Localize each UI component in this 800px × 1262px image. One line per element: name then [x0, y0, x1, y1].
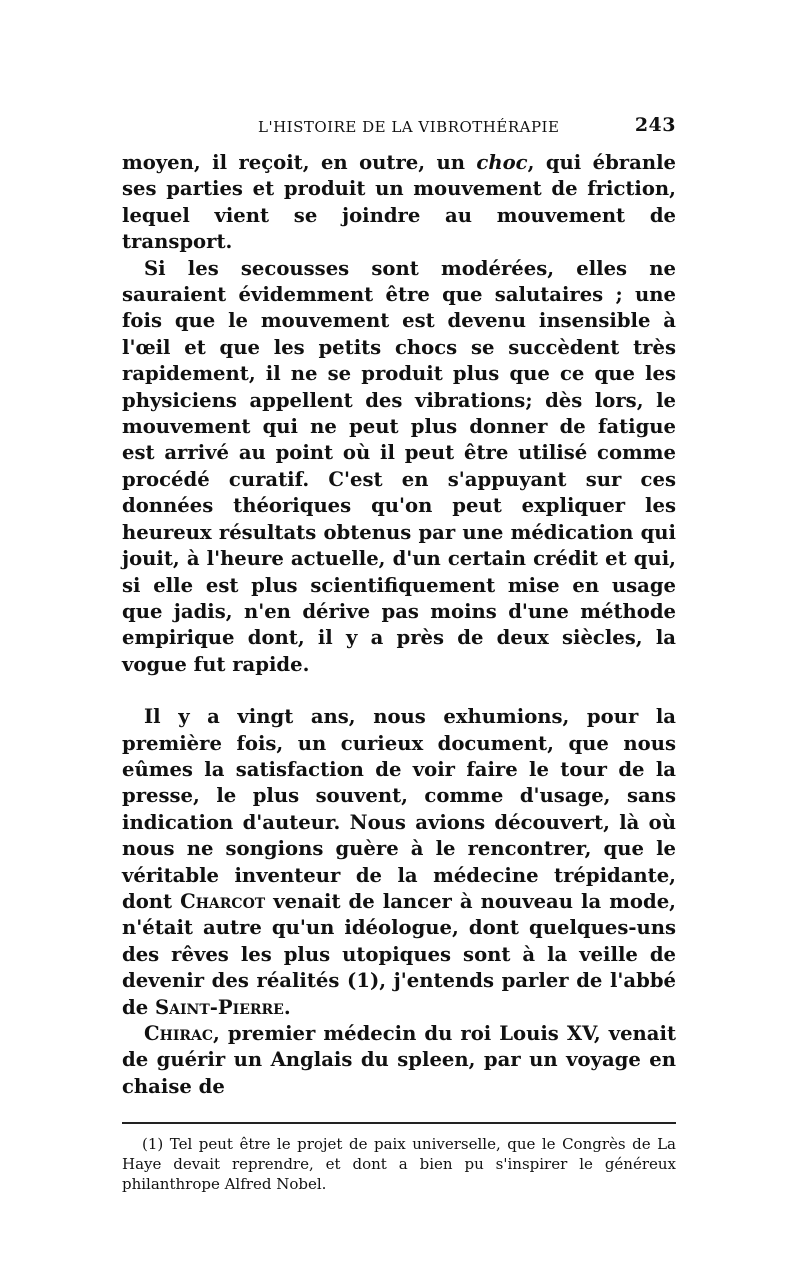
name-chirac: Chirac	[144, 1022, 214, 1045]
running-head	[122, 112, 676, 142]
paragraph-1	[122, 150, 676, 256]
paragraph-1-text-b: , qui ébranle ses parties et produit un mouvement de friction, lequel vient se joindre au mouvement de transport.	[122, 151, 676, 254]
paragraph-4-text: , premier médecin du roi Louis XV, venait de guérir un Anglais du spleen, par un voyage en chaise de	[122, 1022, 676, 1098]
paragraph-1-italic-choc: choc	[476, 151, 528, 174]
footnote-rule	[122, 1122, 676, 1124]
paragraph-4	[122, 1021, 676, 1100]
name-charcot: Charcot	[180, 889, 266, 913]
page-number: 243	[634, 114, 676, 136]
paragraph-3-text-c: .	[283, 995, 291, 1019]
body-text	[122, 150, 676, 1100]
running-title: L'HISTOIRE DE LA VIBROTHÉRAPIE	[258, 118, 560, 136]
footnote: (1) Tel peut être le projet de paix universelle, que le Congrès de La Haye devait reprendre, et dont a bien pu s'inspirer le généreux philanthrope Alfred Nobel.	[122, 1135, 676, 1194]
book-page	[122, 112, 676, 1194]
paragraph-3-text-a: Il y a vingt ans, nous exhumions, pour la première fois, un curieux document, que nous eûmes la satisfaction de voir faire le tour de la presse, le plus souvent, comme d'usage, sans indication d'auteur. Nous avions découvert, là où nous ne songions guère à le rencontrer, que le véritable inventeur de la médecine trépidante, dont	[122, 705, 676, 913]
paragraph-1-text-a: moyen, il reçoit, en outre, un	[122, 151, 477, 174]
paragraph-2: Si les secousses sont modérées, elles ne sauraient évidemment être que salutaires ; une fois que le mouvement est devenu insensible à l'œil et que les petits chocs se succèdent très rapidement, il ne se produit plus que ce que les physiciens appellent des vibrations; dès lors, le mouvement qui ne peut plus donner de fatigue est arrivé au point où il peut être utilisé comme procédé curatif. C'est en s'appuyant sur ces données théoriques qu'on peut expliquer les heureux résultats obtenus par une médication qui jouit, à l'heure actuelle, d'un certain crédit et qui, si elle est plus scientifiquement mise en usage que jadis, n'en dérive pas moins d'une méthode empirique dont, il y a près de deux siècles, la vogue fut rapide.	[122, 256, 676, 676]
paragraph-3-text-b: venait de lancer à nouveau la mode, n'était autre qu'un idéologue, dont quelques-uns des rêves les plus utopiques sont à la veille de devenir des réalités (1), j'entends parler de l'abbé de	[122, 889, 676, 1019]
name-saint-pierre: Saint-Pierre	[155, 995, 284, 1019]
paragraph-3	[122, 704, 676, 1021]
